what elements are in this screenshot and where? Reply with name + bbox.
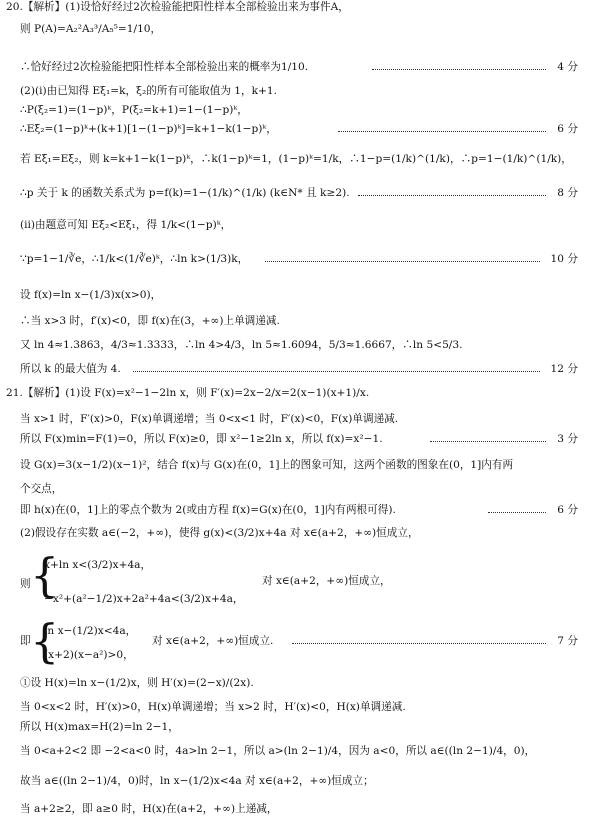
- solution-line-l19: 个交点，: [20, 483, 63, 495]
- score-leader-dots: [338, 131, 546, 132]
- score-leader-dots: [133, 371, 540, 372]
- solution-line-l28: 对 x∈(a+2，+∞)恒成立.: [152, 635, 274, 647]
- score-leader-dots: [265, 261, 540, 262]
- solution-line-l04: (2)(ⅰ)由已知得 Eξ₁=k，ξ₂的所有可能取值为 1，k+1.: [20, 85, 278, 97]
- score-marker-s3: 8 分: [557, 187, 578, 199]
- solution-line-l26: ln x−(1/2)x<4a，: [44, 625, 137, 637]
- solution-line-l31: 当 0<x<2 时，H′(x)>0，H(x)单调递增；当 x>2 时，H′(x)<0，H(x)单调递减.: [20, 701, 406, 713]
- solution-line-l05: ∴P(ξ₂=1)=(1−p)ᵏ，P(ξ₂=k+1)=1−(1−p)ᵏ，: [20, 104, 248, 116]
- score-marker-s6: 3 分: [557, 433, 578, 445]
- solution-line-l30: ①设 H(x)=ln x−(1/2)x，则 H′(x)=(2−x)/(2x).: [20, 677, 254, 689]
- system-brace-1: {: [30, 548, 60, 602]
- solution-line-l10: ∵p=1−1/∛e，∴1/k<(1/∛e)ᵏ，∴ln k>(1/3)k，: [20, 253, 249, 265]
- solution-line-l09: (ⅱ)由题意可知 Eξ₂<Eξ₁，得 1/k<(1−p)ᵏ，: [20, 219, 232, 231]
- solution-line-l18: 设 G(x)=3(x−1/2)(x−1)²，结合 f(x)与 G(x)在(0，1]上的图象可知，这两个函数的图象在(0，1]内有两: [20, 459, 514, 471]
- solution-line-l35: 当 a+2≥2，即 a≥0 时，H(x)在(a+2，+∞)上递减，: [20, 803, 278, 815]
- score-marker-s5: 12 分: [550, 363, 578, 375]
- solution-line-l33: 当 0<a+2<2 即 −2<a<0 时，4a>ln 2−1，所以 a>(ln 2−1)/4，因为 a<0，所以 a∈((ln 2−1)/4，0)，: [20, 745, 536, 757]
- solution-line-l03: ∴恰好经过2次检验能把阳性样本全部检验出来的概率为1/10.: [20, 61, 309, 73]
- score-leader-dots: [430, 441, 546, 442]
- score-marker-s7: 6 分: [557, 504, 578, 516]
- solution-line-l15: 21.【解析】(1)设 F(x)=x²−1−2ln x，则 F′(x)=2x−2/x=2(x−1)(x+1)/x.: [6, 387, 370, 399]
- score-leader-dots: [358, 195, 546, 196]
- solution-line-l34: 故当 a∈((ln 2−1)/4，0)时，ln x−(1/2)x<4a 对 x∈(a+2，+∞)恒成立；: [20, 775, 374, 787]
- solution-line-l17: 所以 F(x)min=F(1)=0，所以 F(x)≥0，即 x²−1≥2ln x，所以 f(x)=x²−1.: [20, 433, 383, 445]
- solution-line-l07: 若 Eξ₁=Eξ₂，则 k=k+1−k(1−p)ᵏ，∴k(1−p)ᵏ=1，(1−p)ᵏ=1/k，∴1−p=(1/k)^(1/k)，∴p=1−(1/k)^(1/k)，: [20, 153, 572, 165]
- solution-line-l06: ∴Eξ₂=(1−p)ᵏ+(k+1)[1−(1−p)ᵏ]=k+1−k(1−p)ᵏ，: [20, 123, 277, 135]
- score-leader-dots: [372, 69, 546, 70]
- solution-line-l20: 即 h(x)在(0，1]上的零点个数为 2(或由方程 f(x)=G(x)在(0，1]内有两根可得).: [20, 504, 396, 516]
- solution-line-l14: 所以 k 的最大值为 4.: [20, 363, 121, 375]
- score-leader-dots: [488, 512, 546, 513]
- solution-line-l24: 对 x∈(a+2，+∞)恒成立，: [262, 575, 391, 587]
- solution-line-l11: 设 f(x)=ln x−(1/3)x(x>0)，: [20, 289, 162, 301]
- solution-line-l27: 即: [20, 635, 31, 647]
- solution-line-l13: 又 ln 4≈1.3863，4/3≈1.3333，∴ln 4>4/3，ln 5≈1.6094，5/3≈1.6667，∴ln 5<5/3.: [20, 339, 463, 351]
- solution-line-l08: ∴p 关于 k 的函数关系式为 p=f(k)=1−(1/k)^(1/k) (k∈N* 且 k≥2).: [20, 187, 350, 199]
- solution-line-l22: x+ln x<(3/2)x+4a，: [44, 559, 152, 571]
- solution-line-l25: −x²+(a²−1/2)x+2a²+4a<(3/2)x+4a，: [44, 593, 244, 605]
- solution-line-l02: 则 P(A)=A₂²A₃³/A₅⁵=1/10，: [20, 23, 162, 35]
- score-marker-s8: 7 分: [557, 635, 578, 647]
- score-marker-s2: 6 分: [557, 123, 578, 135]
- solution-line-l32: 所以 H(x)max=H(2)=ln 2−1，: [20, 721, 179, 733]
- score-leader-dots: [292, 643, 546, 644]
- solution-line-l21: (2)假设存在实数 a∈(−2，+∞)，使得 g(x)<(3/2)x+4a 对 x∈(a+2，+∞)恒成立，: [20, 527, 419, 539]
- score-marker-s1: 4 分: [557, 61, 578, 73]
- solution-line-l23: 则: [20, 578, 31, 590]
- solution-line-l16: 当 x>1 时，F′(x)>0，F(x)单调递增；当 0<x<1 时，F′(x)<0，F(x)单调递减.: [20, 413, 399, 425]
- solution-line-l29: (x+2)(x−a²)>0，: [44, 649, 134, 661]
- solution-line-l12: ∴当 x>3 时，f′(x)<0，即 f(x)在(3，+∞)上单调递减.: [20, 315, 280, 327]
- system-brace-2: {: [30, 614, 60, 668]
- score-marker-s4: 10 分: [550, 253, 578, 265]
- solution-line-l01: 20.【解析】(1)设恰好经过2次检验能把阳性样本全部检验出来为事件A，: [6, 1, 349, 13]
